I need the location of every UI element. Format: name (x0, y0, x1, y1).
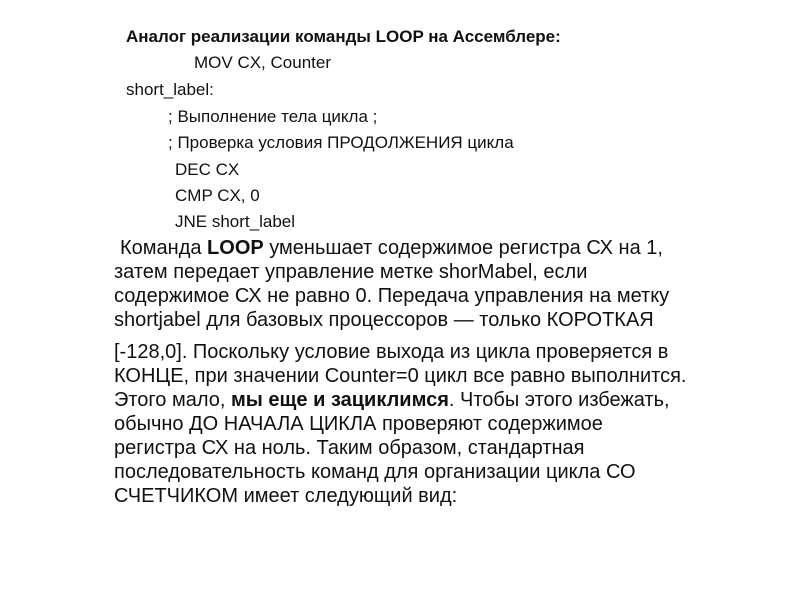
paragraph-line: СЧЕТЧИКОМ имеет следующий вид: (114, 485, 458, 507)
code-line: short_label: (126, 80, 214, 99)
paragraph-line (120, 236, 663, 260)
paragraph-line: обычно ДО НАЧАЛА ЦИКЛА проверяют содержимое (114, 413, 603, 435)
paragraph-text: Этого мало, (114, 389, 231, 411)
slide-heading: Аналог реализации команды LOOP на Ассемблере: (126, 27, 561, 46)
paragraph-line: КОНЦЕ, при значении Counter=0 цикл все равно выполнится. (114, 365, 687, 387)
paragraph-text: уменьшает содержимое регистра СХ на 1, (263, 237, 663, 259)
code-line: DEC CX (175, 160, 240, 179)
paragraph-line: [-128,0]. Поскольку условие выхода из цикла проверяется в (114, 341, 669, 363)
paragraph-line: регистра СХ на ноль. Таким образом, стандартная (114, 437, 585, 459)
code-line: MOV CX, Counter (194, 53, 331, 72)
paragraph-text: Команда (120, 237, 208, 259)
paragraph-line: содержимое СХ не равно 0. Передача управления на метку (114, 285, 670, 307)
paragraph-line (114, 388, 670, 412)
bold-keyword: LOOP (207, 237, 264, 259)
bold-phrase: мы еще и зациклимся (230, 389, 449, 411)
code-line: ; Выполнение тела цикла ; (168, 107, 378, 126)
code-line: JNE short_label (175, 212, 296, 231)
code-line: CMP CX, 0 (175, 186, 260, 205)
code-line: ; Проверка условия ПРОДОЛЖЕНИЯ цикла (168, 133, 514, 152)
paragraph-text: . Чтобы этого избежать, (448, 389, 670, 411)
paragraph-line: затем передает управление метке shorMabel, если (114, 261, 588, 283)
paragraph-line: shortjabel для базовых процессоров — только КОРОТКАЯ (114, 309, 654, 331)
paragraph-line: последовательность команд для организации цикла СО (114, 461, 636, 483)
